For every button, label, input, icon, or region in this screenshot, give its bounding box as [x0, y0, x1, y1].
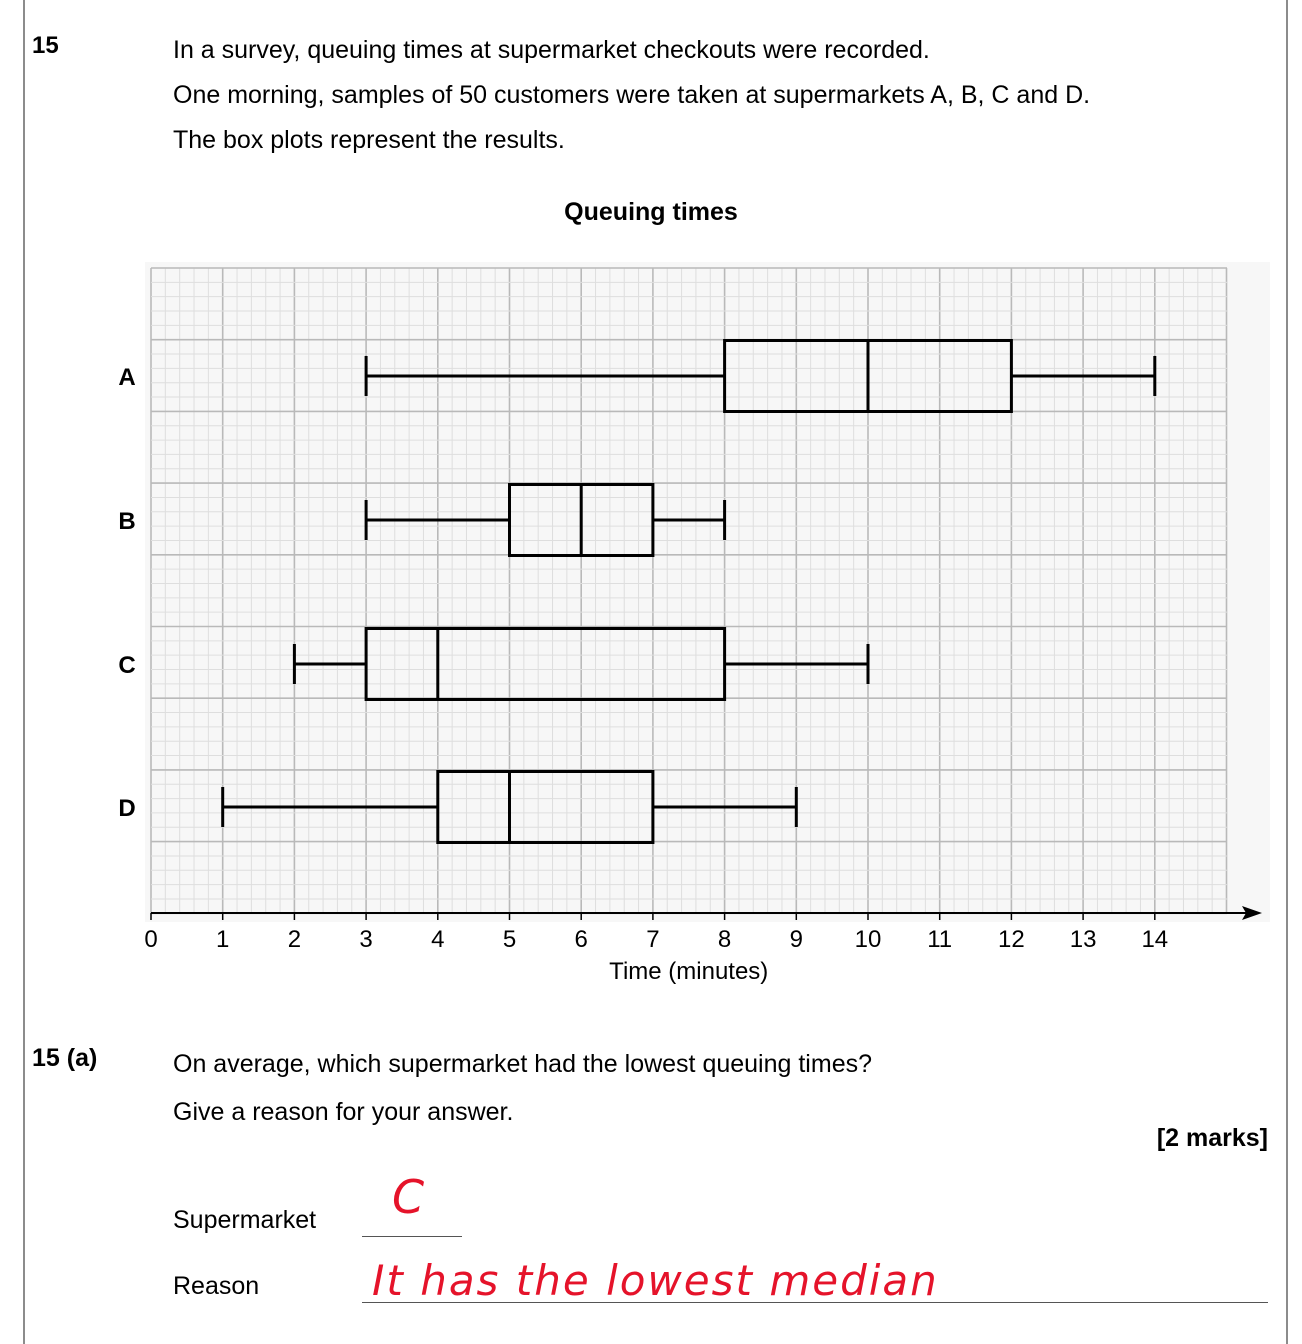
part-a-line-2: Give a reason for your answer.	[173, 1098, 514, 1126]
row-label-c: C	[118, 652, 136, 679]
marks-label: [2 marks]	[1156, 1124, 1268, 1152]
chart-labels	[118, 364, 135, 822]
x-tick-label: 14	[1141, 926, 1169, 953]
supermarket-label: Supermarket	[173, 1206, 317, 1234]
x-tick-label: 3	[359, 926, 373, 953]
x-tick-label: 13	[1069, 926, 1097, 953]
x-tick-label: 5	[502, 926, 517, 953]
supermarket-answer: C	[392, 1170, 427, 1224]
x-tick-label: 2	[287, 926, 302, 953]
part-a-label: 15 (a)	[32, 1044, 98, 1072]
supermarket-answer-line[interactable]	[362, 1236, 462, 1237]
reason-answer: It has the lowest median	[372, 1256, 939, 1305]
x-tick-label: 8	[717, 926, 732, 953]
x-tick-label: 12	[998, 926, 1025, 953]
part-a-line-1: On average, which supermarket had the lowest queuing times?	[173, 1050, 872, 1078]
row-label-a: A	[118, 364, 136, 391]
intro-line-1: In a survey, queuing times at supermarket checkouts were recorded.	[173, 36, 930, 64]
x-tick-label: 9	[789, 926, 803, 953]
row-label-b: B	[118, 508, 136, 535]
x-tick-label: 7	[646, 926, 660, 953]
x-tick-label: 11	[927, 926, 953, 953]
box-plot-chart	[0, 240, 1302, 1000]
x-tick-label: 10	[854, 926, 882, 953]
x-tick-label: 1	[216, 926, 230, 953]
reason-label: Reason	[173, 1272, 260, 1300]
row-label-d: D	[118, 795, 136, 822]
grid-background	[145, 262, 1270, 922]
x-tick-label: 0	[144, 926, 158, 953]
x-axis-label: Time (minutes)	[609, 958, 769, 985]
x-tick-label: 6	[574, 926, 588, 953]
chart-title: Queuing times	[564, 198, 738, 226]
question-intro	[173, 28, 1090, 163]
x-tick-label: 4	[431, 926, 445, 953]
intro-line-2: One morning, samples of 50 customers were taken at supermarkets A, B, C and D.	[173, 81, 1091, 109]
question-number: 15	[32, 32, 59, 59]
part-a-question	[173, 1040, 872, 1136]
chart-grid	[145, 262, 1270, 922]
intro-line-3: The box plots represent the results.	[173, 126, 565, 154]
